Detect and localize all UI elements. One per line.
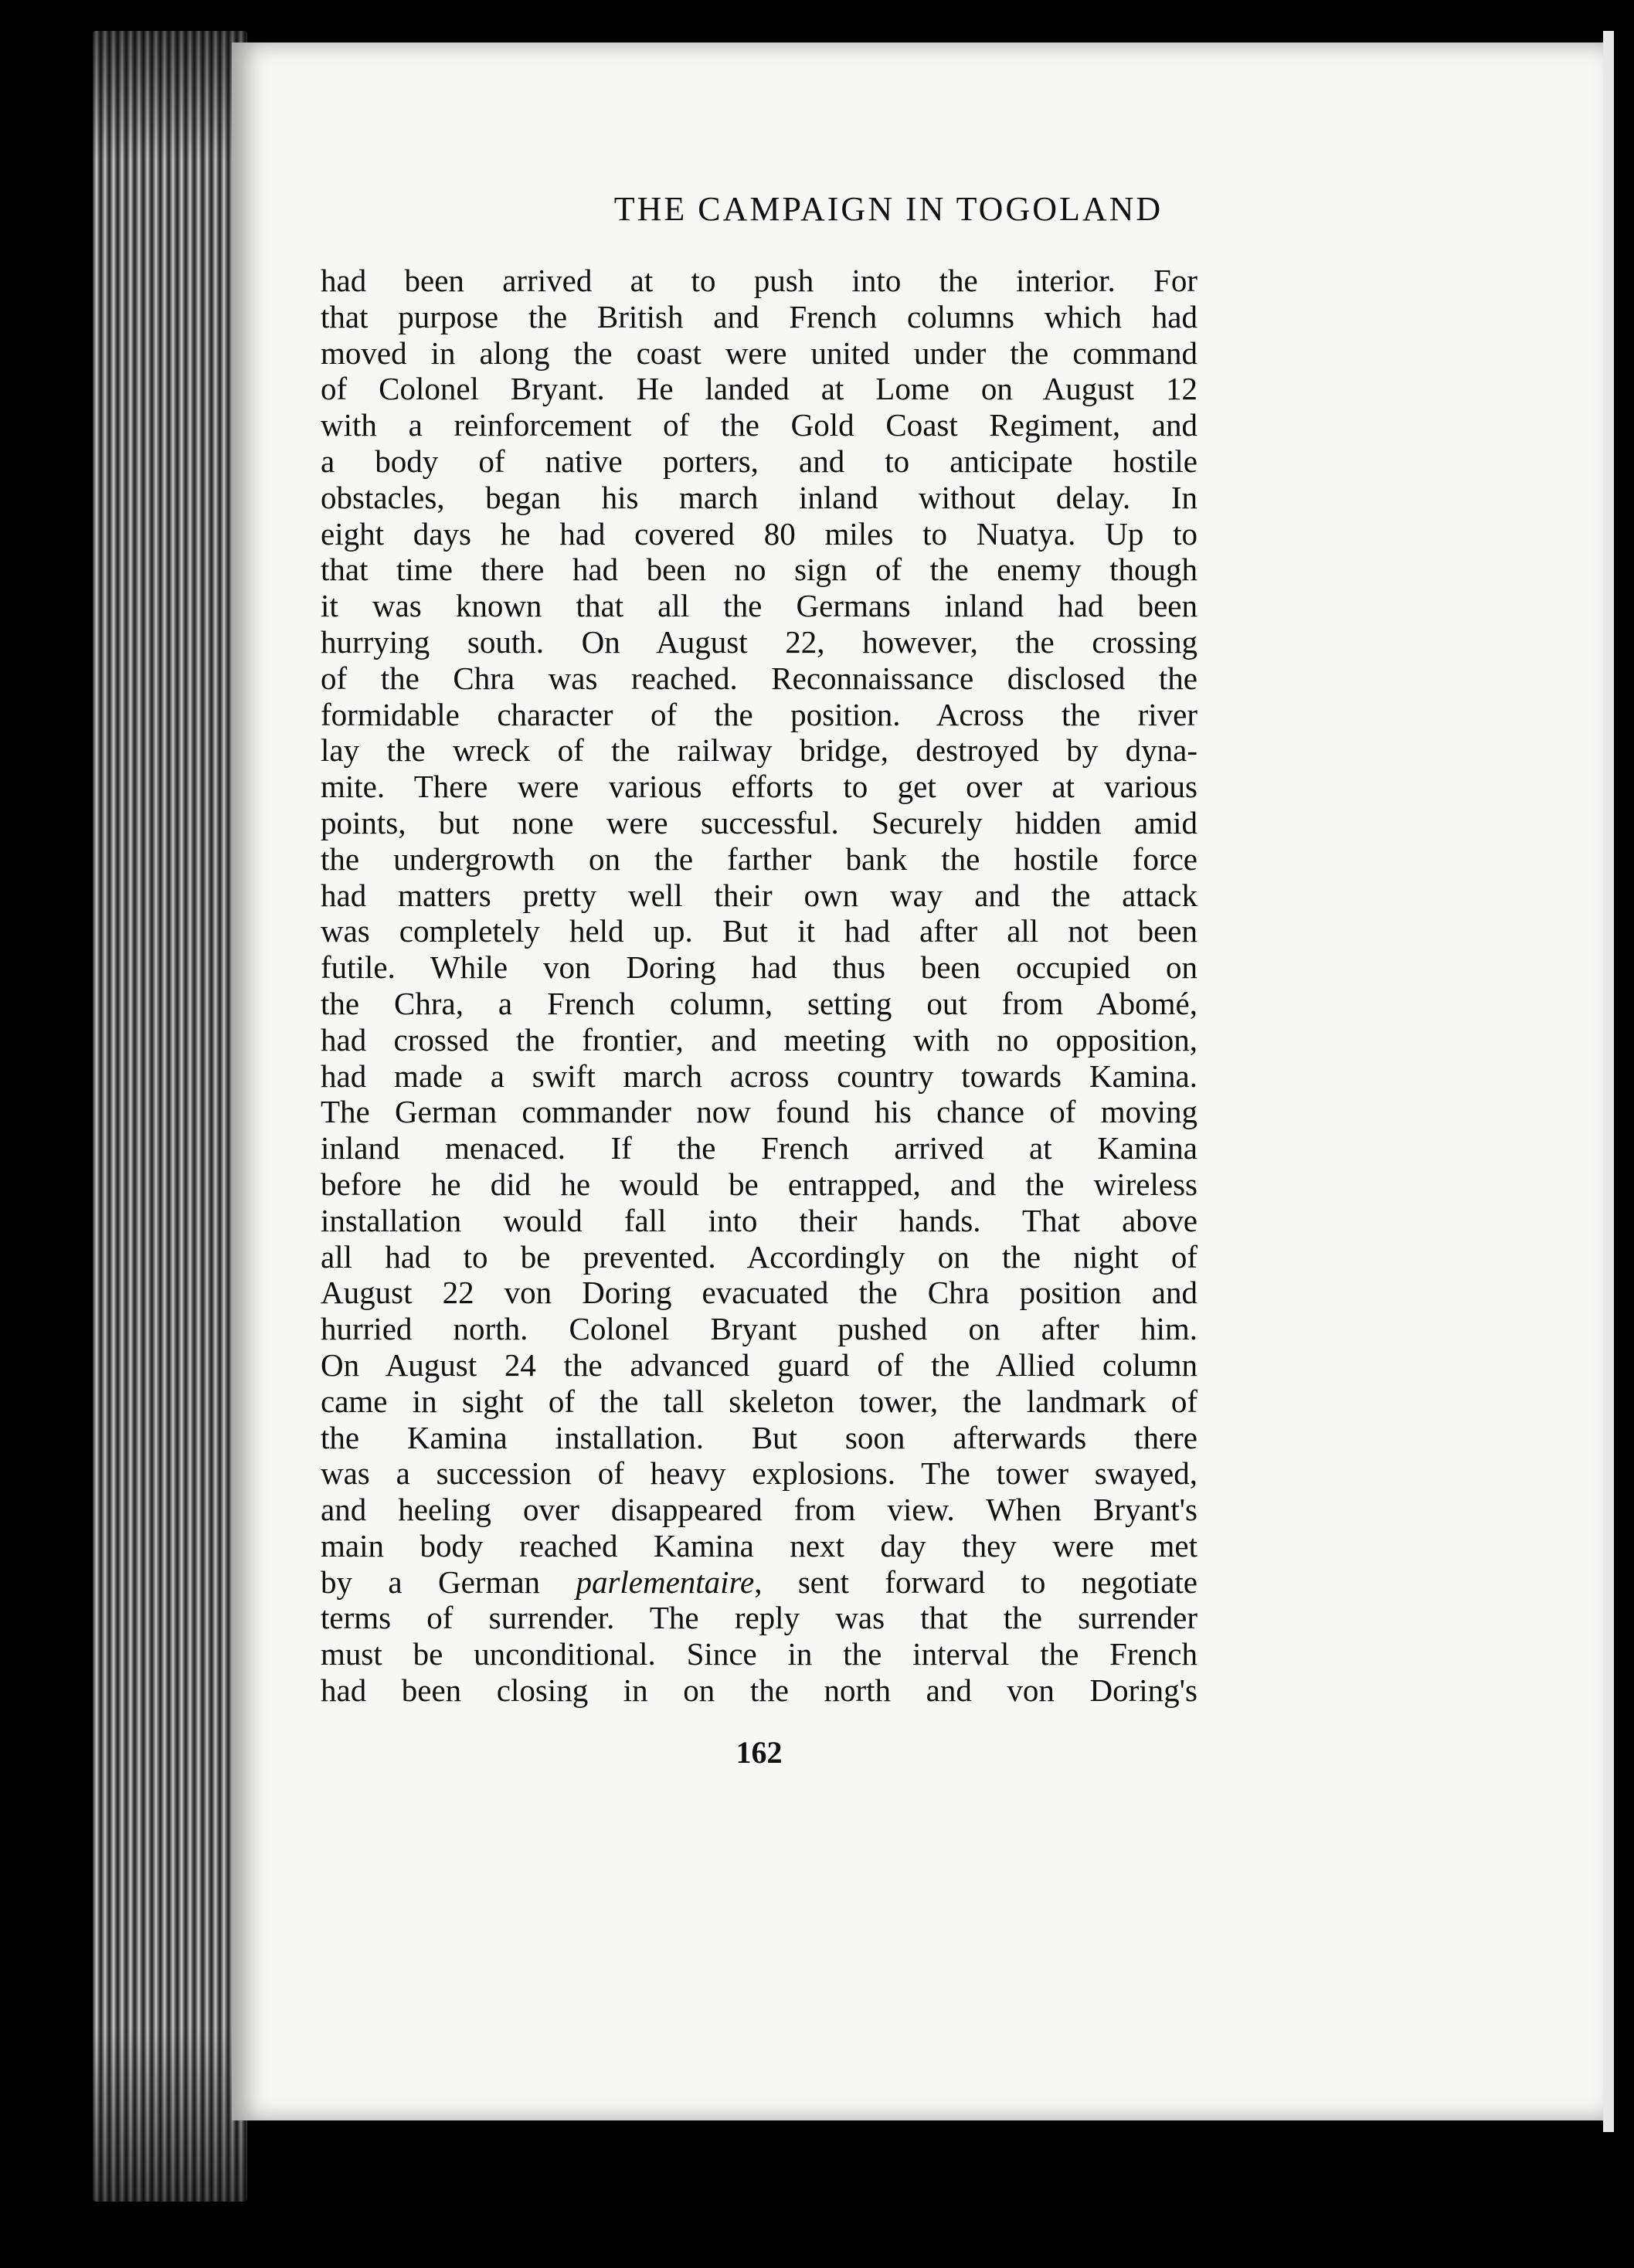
text-line: moved in along the coast were united under the command	[321, 334, 1197, 371]
text-line: the Kamina installation. But soon afterwards there	[321, 1419, 1197, 1455]
text-line: the Chra, a French column, setting out from Abomé,	[321, 985, 1197, 1021]
text-line: August 22 von Doring evacuated the Chra position and	[321, 1275, 1197, 1311]
text-line: the undergrowth on the farther bank the hostile force	[321, 840, 1197, 877]
text-line: had crossed the frontier, and meeting with no opposition,	[321, 1021, 1197, 1058]
text-line: of the Chra was reached. Reconnaissance disclosed the	[321, 660, 1197, 696]
text-line: obstacles, began his march inland without delay. In	[321, 479, 1197, 515]
text-line: it was known that all the Germans inland had been	[321, 588, 1197, 624]
text-line: had made a swift march across country towards Kamina.	[321, 1058, 1197, 1094]
text-line: futile. While von Doring had thus been occupied on	[321, 949, 1197, 986]
text-line: The German commander now found his chance of moving	[321, 1094, 1197, 1130]
text-line: by a German parlementaire, sent forward to negotiate	[321, 1563, 1198, 1600]
text-line: with a reinforcement of the Gold Coast Regiment, and	[321, 407, 1197, 443]
text-line: lay the wreck of the railway bridge, destroyed by dyna-	[321, 732, 1197, 769]
text-line: of Colonel Bryant. He landed at Lome on August 12	[321, 371, 1197, 407]
text-line: came in sight of the tall skeleton tower, the landmark of	[321, 1383, 1197, 1419]
text-line: formidable character of the position. Across the river	[321, 696, 1197, 732]
page-number: 162	[735, 1735, 783, 1770]
body-text	[321, 263, 1197, 1709]
text-line: was a succession of heavy explosions. The tower swayed,	[321, 1455, 1197, 1492]
text-line: before he did he would be entrapped, and the wireless	[321, 1166, 1197, 1202]
text-line: and heeling over disappeared from view. When Bryant's	[321, 1492, 1197, 1528]
text-line: points, but none were successful. Securely hidden amid	[321, 804, 1197, 840]
text-line: On August 24 the advanced guard of the Allied column	[321, 1346, 1197, 1383]
text-line: terms of surrender. The reply was that the surrender	[321, 1600, 1197, 1636]
text-line: eight days he had covered 80 miles to Nuatya. Up to	[321, 515, 1197, 552]
facing-page-edge	[1603, 31, 1614, 2132]
running-head: THE CAMPAIGN IN TOGOLAND	[613, 190, 1164, 228]
text-line: inland menaced. If the French arrived at Kamina	[321, 1130, 1197, 1166]
text-line: that time there had been no sign of the enemy though	[321, 552, 1197, 588]
text-line: mite. There were various efforts to get over at various	[321, 769, 1197, 805]
text-line: hurrying south. On August 22, however, the crossing	[321, 623, 1197, 660]
text-line: all had to be prevented. Accordingly on the night of	[321, 1238, 1197, 1275]
text-line: had matters pretty well their own way and the attack	[321, 877, 1197, 913]
text-line: was completely held up. But it had after all not been	[321, 913, 1197, 949]
text-line: hurried north. Colonel Bryant pushed on after him.	[321, 1311, 1197, 1347]
text-line: had been arrived at to push into the interior. For	[321, 263, 1197, 298]
text-line: had been closing in on the north and von Doring's	[321, 1672, 1197, 1709]
text-line: main body reached Kamina next day they were met	[321, 1527, 1197, 1563]
text-line: a body of native porters, and to anticipate hostile	[321, 443, 1197, 479]
page-edge-shadow	[93, 31, 247, 2202]
text-line: must be unconditional. Since in the interval the French	[321, 1636, 1197, 1672]
text-line: installation would fall into their hands. That above	[321, 1202, 1197, 1238]
text-line: that purpose the British and French columns which had	[321, 298, 1197, 334]
